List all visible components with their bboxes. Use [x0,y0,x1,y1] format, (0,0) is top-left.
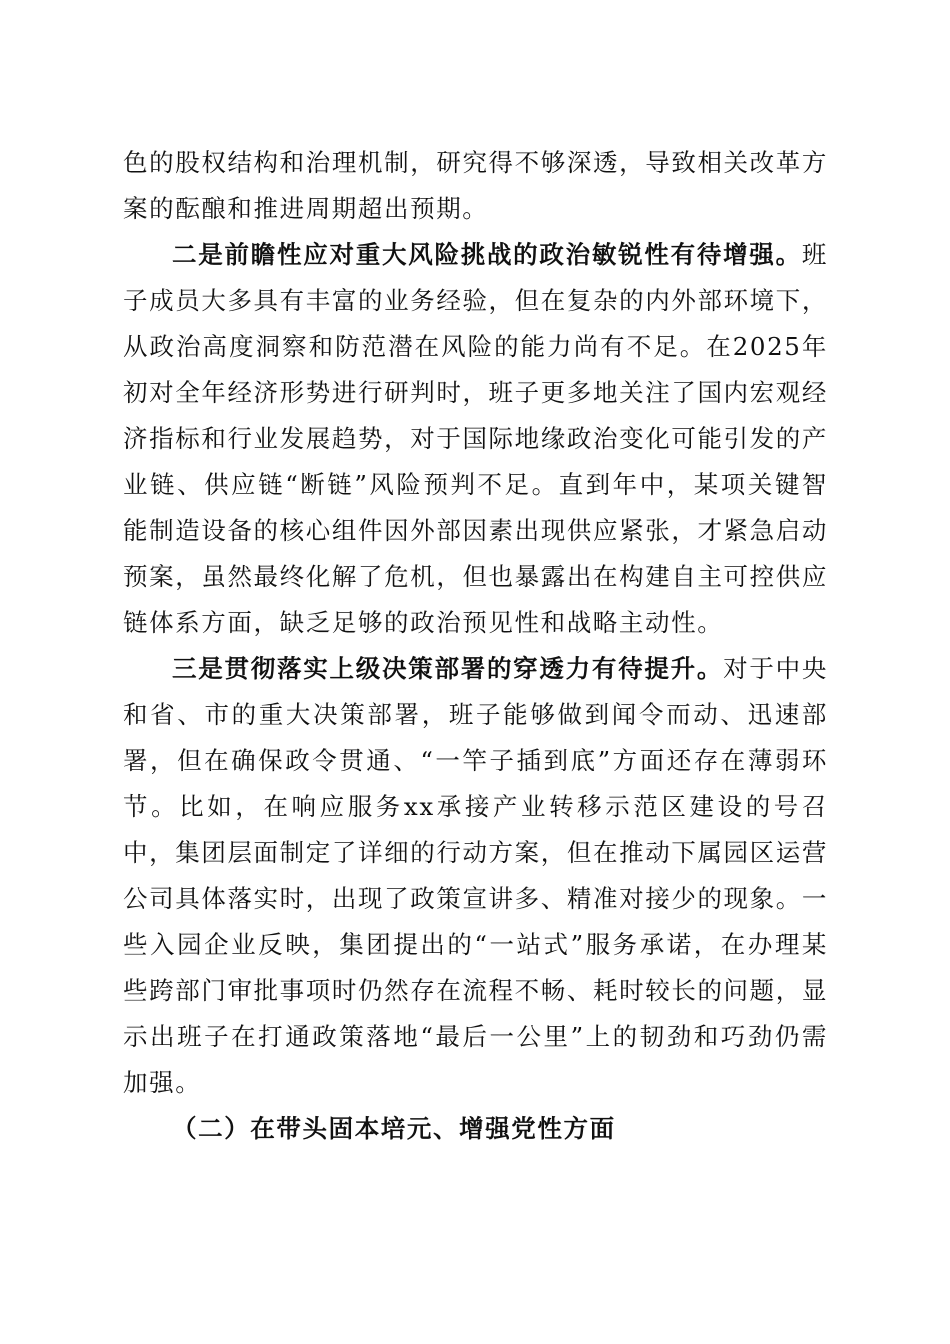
paragraph-text: 对于中央和省、市的重大决策部署，班子能够做到闻令而动、迅速部署，但在确保政令贯通、“一竿子插到底”方面还存在薄弱环节。比如，在响应服务xx承接产业转移示范区建设的号召中，集团层面制定了详细的行动方案，但在推动下属园区运营公司具体落实时，出现了政策宣讲多、精准对接少的现象。一些入园企业反映，集团提出的“一站式”服务承诺，在办理某些跨部门审批事项时仍然存在流程不畅、耗时较长的问题，显示出班子在打通政策落地“最后一公里”上的韧劲和巧劲仍需加强。 [123,654,828,1097]
paragraph-point-two [123,232,828,646]
section-heading: （二）在带头固本培元、增强党性方面 [172,1114,616,1143]
paragraph-text: 色的股权结构和治理机制，研究得不够深透，导致相关改革方案的酝酿和推进周期超出预期。 [123,148,828,223]
document-body [123,140,828,1152]
paragraph-continuation [123,140,828,232]
paragraph-lead: 三是贯彻落实上级决策部署的穿透力有待提升。 [172,654,724,683]
paragraph-point-three [123,646,828,1106]
paragraph-text: 班子成员大多具有丰富的业务经验，但在复杂的内外部环境下，从政治高度洞察和防范潜在风险的能力尚有不足。在2025年初对全年经济形势进行研判时，班子更多地关注了国内宏观经济指标和行业发展趋势，对于国际地缘政治变化可能引发的产业链、供应链“断链”风险预判不足。直到年中，某项关键智能制造设备的核心组件因外部因素出现供应紧张，才紧急启动预案，虽然最终化解了危机，但也暴露出在构建自主可控供应链体系方面，缺乏足够的政治预见性和战略主动性。 [123,240,828,637]
paragraph-lead: 二是前瞻性应对重大风险挑战的政治敏锐性有待增强。 [172,240,802,269]
